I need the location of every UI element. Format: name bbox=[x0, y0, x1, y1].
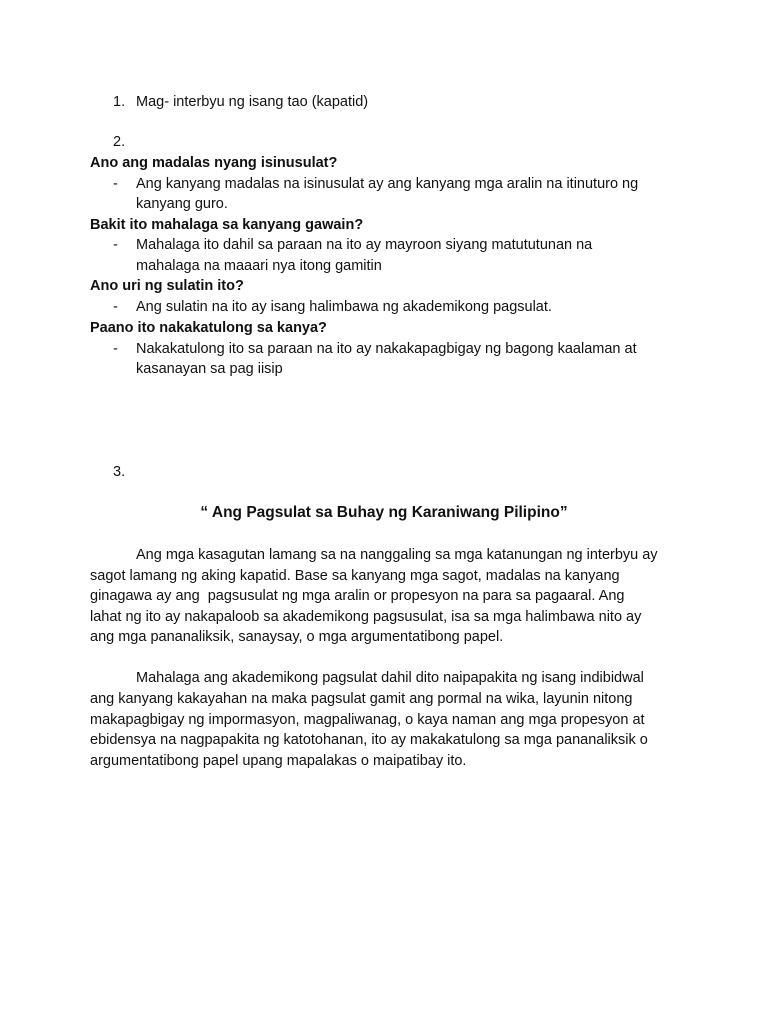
item-number-3: 3. bbox=[113, 464, 126, 480]
essay-title: “ Ang Pagsulat sa Buhay ng Karaniwang Pilipino” bbox=[200, 504, 568, 521]
question-2: Bakit ito mahalaga sa kanyang gawain? bbox=[90, 217, 364, 233]
item-number-1: 1. bbox=[113, 94, 126, 110]
paragraph-1-line-1: Ang mga kasagutan lamang sa na nanggaling sa mga katanungan ng interbyu ay bbox=[136, 547, 658, 563]
answer-dash: - bbox=[113, 237, 118, 253]
answer-4-line-2: kasanayan sa pag iisip bbox=[136, 361, 283, 377]
paragraph-2-line-5: argumentatibong papel upang mapalakas o maipatibay ito. bbox=[90, 753, 467, 769]
question-4: Paano ito nakakatulong sa kanya? bbox=[90, 320, 327, 336]
answer-dash: - bbox=[113, 341, 118, 357]
item-1-text: Mag- interbyu ng isang tao (kapatid) bbox=[136, 94, 369, 110]
paragraph-1-line-4: lahat ng ito ay nakapaloob sa akademikong pagsusulat, isa sa mga halimbawa nito ay bbox=[90, 609, 642, 625]
paragraph-2-line-2: ang kanyang kakayahan na maka pagsulat gamit ang pormal na wika, layunin nitong bbox=[90, 691, 633, 707]
paragraph-2-line-1: Mahalaga ang akademikong pagsulat dahil dito naipapakita ng isang indibidwal bbox=[136, 670, 644, 686]
answer-3-line-1: Ang sulatin na ito ay isang halimbawa ng akademikong pagsulat. bbox=[136, 299, 552, 315]
question-3: Ano uri ng sulatin ito? bbox=[90, 278, 244, 294]
question-1: Ano ang madalas nyang isinusulat? bbox=[90, 155, 338, 171]
answer-2-line-2: mahalaga na maaari nya itong gamitin bbox=[136, 258, 382, 274]
answer-dash: - bbox=[113, 176, 118, 192]
paragraph-1-line-3: ginagawa ay ang pagsusulat ng mga aralin or propesyon na para sa pagaaral. Ang bbox=[90, 588, 625, 604]
answer-2-line-1: Mahalaga ito dahil sa paraan na ito ay mayroon siyang matututunan na bbox=[136, 237, 593, 253]
paragraph-2-line-3: makapagbigay ng impormasyon, magpaliwanag, o kaya naman ang mga propesyon at bbox=[90, 712, 645, 728]
answer-1-line-1: Ang kanyang madalas na isinusulat ay ang kanyang mga aralin na itinuturo ng bbox=[136, 176, 639, 192]
item-number-2: 2. bbox=[113, 134, 126, 150]
paragraph-1-line-2: sagot lamang ng aking kapatid. Base sa kanyang mga sagot, madalas na kanyang bbox=[90, 568, 620, 584]
answer-1-line-2: kanyang guro. bbox=[136, 196, 228, 212]
answer-dash: - bbox=[113, 299, 118, 315]
paragraph-1-line-5: ang mga pananaliksik, sanaysay, o mga argumentatibong papel. bbox=[90, 629, 504, 645]
paragraph-2-line-4: ebidensya na nagpapakita ng katotohanan, ito ay makakatulong sa mga pananaliksik o bbox=[90, 732, 648, 748]
answer-4-line-1: Nakakatulong ito sa paraan na ito ay nakakapagbigay ng bagong kaalaman at bbox=[136, 341, 637, 357]
